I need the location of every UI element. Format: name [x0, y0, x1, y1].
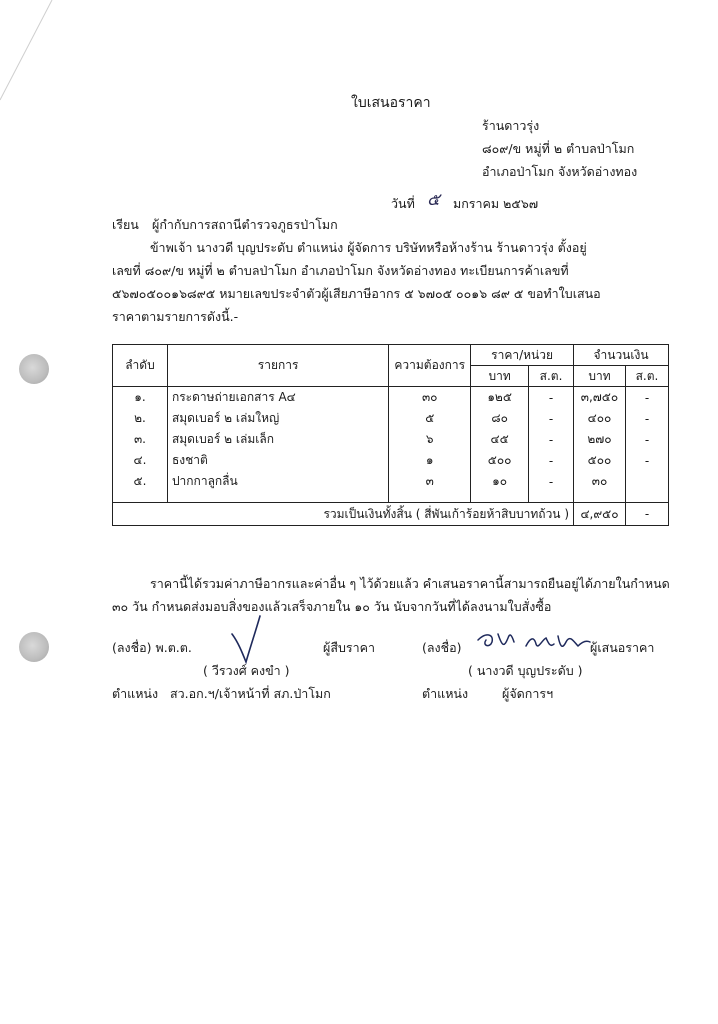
header-unit-price: ราคา/หน่วย: [471, 345, 574, 366]
header-no: ลำดับ: [113, 345, 168, 387]
right-sign-role: ผู้เสนอราคา: [590, 640, 655, 655]
row-price-satang: -: [529, 408, 574, 429]
document-title: ใบเสนอราคา: [351, 95, 431, 111]
date-month-year: มกราคม ๒๕๖๗: [453, 196, 539, 211]
left-sign-role: ผู้สืบราคา: [323, 640, 376, 655]
row-price-baht: ๘๐: [471, 408, 529, 429]
table-row: [113, 408, 669, 429]
right-position: ผู้จัดการฯ: [502, 686, 554, 701]
table-row: [113, 387, 669, 409]
table-spacer-row: [113, 492, 669, 503]
right-sign-name: ( นางวดี บุญประดับ ): [468, 663, 583, 678]
punch-hole-bottom: [19, 632, 49, 662]
row-price-baht: ๑๒๕: [471, 387, 529, 409]
row-item: สมุดเบอร์ ๒ เล่มเล็ก: [167, 429, 388, 450]
header-amount: จำนวนเงิน: [574, 345, 669, 366]
address-line-2: อำเภอป่าโมก จังหวัดอ่างทอง: [482, 164, 638, 179]
header-amount-satang: ส.ต.: [625, 366, 668, 387]
salutation-recipient: ผู้กำกับการสถานีตำรวจภูธรป่าโมก: [152, 217, 338, 232]
right-signature-image: [474, 626, 594, 666]
date-prefix: วันที่: [391, 196, 415, 211]
body-line-1: ข้าพเจ้า นางวดี บุญประดับ ตำแหน่ง ผู้จัดการ บริษัทหรือห้างร้าน ร้านดาวรุ่ง ตั้งอยู่: [150, 240, 587, 255]
quotation-table: [112, 344, 669, 526]
row-amount-satang: -: [625, 408, 668, 429]
row-price-satang: -: [529, 429, 574, 450]
row-no: ๔.: [113, 450, 168, 471]
row-price-satang: -: [529, 387, 574, 409]
row-price-satang: -: [529, 450, 574, 471]
row-price-baht: ๔๕: [471, 429, 529, 450]
row-amount-satang: -: [625, 429, 668, 450]
row-item: ธงชาติ: [167, 450, 388, 471]
total-label: รวมเป็นเงินทั้งสิ้น ( สี่พันเก้าร้อยห้าสิบบาทถ้วน ): [113, 503, 574, 526]
left-signature-image: [228, 612, 264, 668]
shop-name: ร้านดาวรุ่ง: [482, 118, 540, 133]
left-position-label: ตำแหน่ง: [112, 686, 159, 701]
salutation-label: เรียน: [112, 217, 139, 232]
table-row: [113, 429, 669, 450]
row-amount-baht: ๒๗๐: [574, 429, 626, 450]
row-price-satang: -: [529, 471, 574, 492]
header-qty: ความต้องการ: [389, 345, 471, 387]
terms-line-1: ราคานี้ได้รวมค่าภาษีอากรและค่าอื่น ๆ ไว้ด้วยแล้ว คำเสนอราคานี้สามารถยืนอยู่ได้ภายในกำหนด: [150, 576, 670, 591]
row-price-baht: ๕๐๐: [471, 450, 529, 471]
body-line-2: เลขที่ ๘๐๙/ข หมู่ที่ ๒ ตำบลป่าโมก อำเภอป่าโมก จังหวัดอ่างทอง ทะเบียนการค้าเลขที่: [112, 263, 569, 278]
row-no: ๓.: [113, 429, 168, 450]
row-no: ๕.: [113, 471, 168, 492]
right-sign-prefix: (ลงชื่อ): [422, 640, 462, 655]
body-line-4: ราคาตามรายการดังนี้.-: [112, 309, 239, 324]
date-day-handwritten: ๕: [427, 190, 440, 210]
body-line-3: ๕๖๗๐๕๐๐๑๖๘๙๕ หมายเลขประจำตัวผู้เสียภาษีอากร ๕ ๖๗๐๕ ๐๐๑๖ ๘๙ ๕ ขอทำใบเสนอ: [112, 286, 601, 301]
terms-line-2: ๓๐ วัน กำหนดส่งมอบสิ่งของแล้วเสร็จภายใน ๑๐ วัน นับจากวันที่ได้ลงนามใบสั่งซื้อ: [112, 599, 552, 614]
table-total-row: [113, 503, 669, 526]
row-amount-baht: ๓๐: [574, 471, 626, 492]
row-item: สมุดเบอร์ ๒ เล่มใหญ่: [167, 408, 388, 429]
total-baht: ๔,๙๕๐: [574, 503, 626, 526]
row-qty: ๓: [389, 471, 471, 492]
row-no: ๒.: [113, 408, 168, 429]
header-price-satang: ส.ต.: [529, 366, 574, 387]
header-amount-baht: บาท: [574, 366, 626, 387]
left-sign-name: ( วีรวงศ์ คงขำ ): [203, 663, 290, 678]
row-amount-satang: -: [625, 450, 668, 471]
table-row: [113, 450, 669, 471]
row-amount-satang: -: [625, 387, 668, 409]
left-sign-prefix: (ลงชื่อ) พ.ต.ต.: [112, 640, 192, 655]
left-position: สว.อก.ฯ/เจ้าหน้าที่ สภ.ป่าโมก: [170, 686, 331, 701]
total-satang: -: [625, 503, 668, 526]
page-fold-mark: [0, 0, 60, 110]
punch-hole-top: [19, 354, 49, 384]
row-amount-baht: ๓,๗๕๐: [574, 387, 626, 409]
row-qty: ๕: [389, 408, 471, 429]
address-line-1: ๘๐๙/ข หมู่ที่ ๒ ตำบลป่าโมก: [482, 141, 635, 156]
row-item: ปากกาลูกลื่น: [167, 471, 388, 492]
table-row: [113, 471, 669, 492]
header-price-baht: บาท: [471, 366, 529, 387]
row-qty: ๓๐: [389, 387, 471, 409]
right-position-label: ตำแหน่ง: [422, 686, 469, 701]
row-qty: ๑: [389, 450, 471, 471]
row-amount-baht: ๔๐๐: [574, 408, 626, 429]
row-item: กระดาษถ่ายเอกสาร A๔: [167, 387, 388, 409]
row-price-baht: ๑๐: [471, 471, 529, 492]
row-amount-satang: [625, 471, 668, 492]
row-amount-baht: ๕๐๐: [574, 450, 626, 471]
header-item: รายการ: [167, 345, 388, 387]
row-no: ๑.: [113, 387, 168, 409]
row-qty: ๖: [389, 429, 471, 450]
